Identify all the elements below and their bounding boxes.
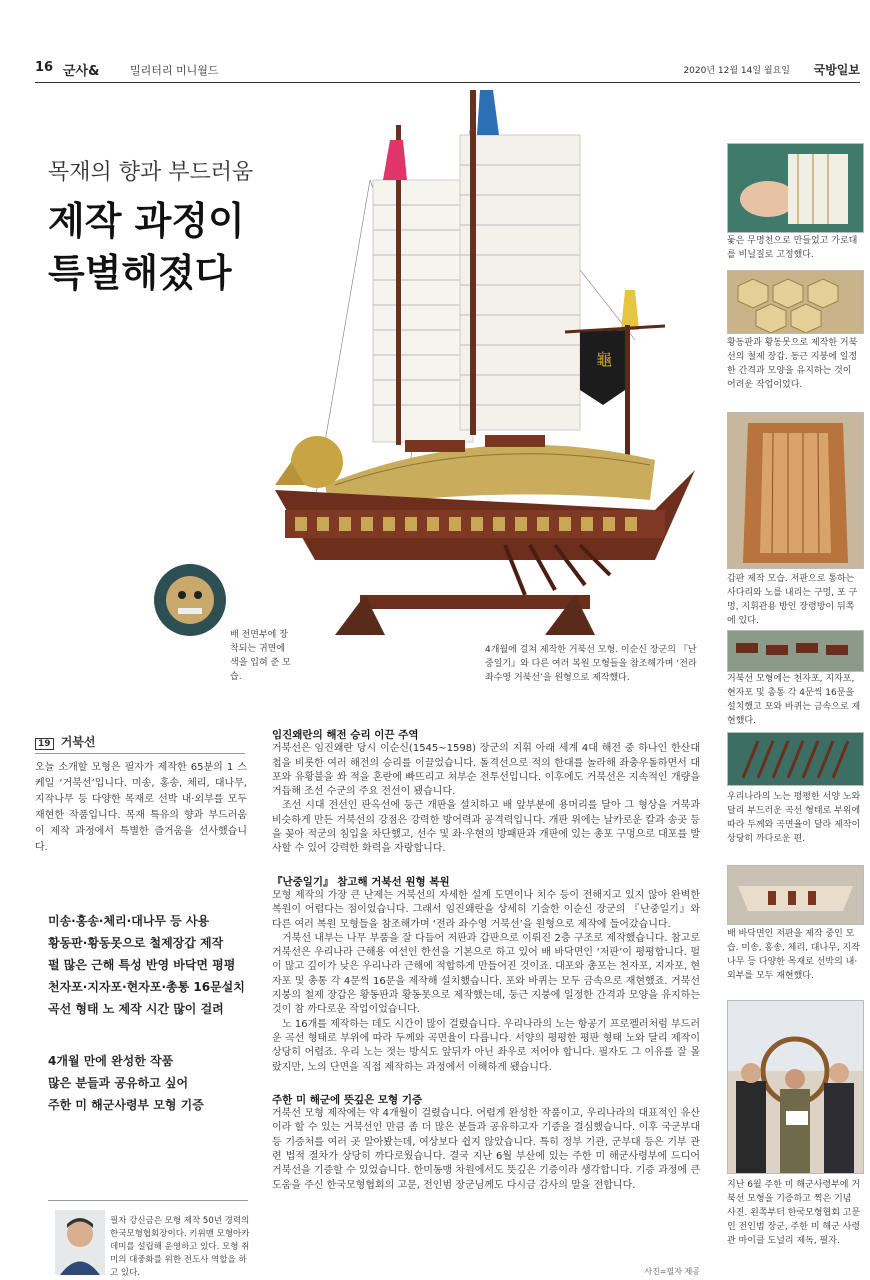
photo-credit: 사진=필자 제공: [644, 1267, 700, 1276]
armor-plates-image: [728, 271, 863, 333]
article-intro: 오늘 소개할 모형은 필자가 제작한 65분의 1 스케일 ‘거북선’입니다. 미송, 홍송, 체리, 대나무, 지작나무 등 다양한 목재로 선박 내·외부를 모두 재현한 작품입니다. 목재 특유의 향과 부드러움이 제작 과정에서 특별한 즐거움을 선사했습니다.: [35, 762, 247, 853]
oars-image: [728, 733, 863, 785]
side-photo-armor: [727, 270, 864, 334]
turtle-ship-photo: [255, 90, 715, 650]
section-heading-3: 주한 미 해군에 뜻깊은 모형 기증: [272, 1093, 423, 1106]
side-photo-sail: [727, 143, 864, 233]
headline-kicker: 목재의 향과 부드러움: [48, 160, 254, 185]
article-body: [272, 728, 700, 1193]
side-caption-5: 우리나라의 노는 평평한 서양 노와 달리 부드러운 곡선 형태로 부위에 따라 두께와 곡면율이 달라 제작이 상당히 까다로운 편.: [727, 792, 861, 844]
headline-line-1: 제작 과정이: [48, 198, 245, 243]
paragraph: 모형 제작의 가장 큰 난제는 거북선의 자세한 설계 도면이나 치수 등이 전해지고 있지 않아 완벽한 복원이 어렵다는 점이었습니다. 그래서 임진왜란을 상세히 기술한 이순신 장군의 『난중일기』와 다른 여러 복원 모형들을 참조해가며 ‘전라 좌수영 거북선’을 원형으로 제작에 들어갔습니다.: [272, 889, 700, 930]
author-portrait: [55, 1210, 105, 1275]
page-number: 16: [35, 60, 54, 75]
side-caption-7: 지난 6월 주한 미 해군사령부에 거북선 모형을 기증하고 찍은 기념 사진. 왼쪽부터 한국모형협회 고문인 전인범 장군, 주한 미 해군 사령관 마이클 도널리 제독, 필자.: [727, 1180, 861, 1246]
paper-logo: 국방일보: [813, 63, 860, 77]
side-photo-hull-bottom: [727, 865, 864, 925]
side-caption-2: 황동판과 황동못으로 제작한 거북선의 철제 장갑. 동근 지붕에 일정한 간격과 모양을 유지하는 것이 어려운 작업이었다.: [727, 338, 858, 390]
page-header: [35, 60, 860, 83]
sail-making-image: [728, 144, 863, 232]
side-caption-1: 돛은 무명천으로 만들었고 가로대를 비닐질로 고정했다.: [727, 236, 858, 260]
series-marker: [35, 733, 245, 754]
summary-line: 천자포·지자포·현자포·총통 16문설치: [48, 980, 245, 994]
cannons-image: [728, 631, 863, 671]
summary-line: 미송·홍송·체리·대나무 등 사용: [48, 914, 210, 928]
hull-bottom-image: [728, 866, 863, 924]
summary-line: 펄 많은 근해 특성 반영 바닥면 평평: [48, 958, 236, 972]
headline-line-2: 특별해졌다: [48, 250, 232, 295]
paragraph: 노 16개를 제작하는 데도 시간이 많이 걸렸습니다. 우리나라의 노는 항공기 프로펠러처럼 부드러운 곡선 형태로 부위에 따라 두께와 곡면율이 다릅니다. 서양의 평평한 평판 형태 노와 달리 제작이 상당히 어렵죠. 우리 노는 젓는 방식도 앞뒤가 아닌 좌우로 저어야 합니다. 필자도 그 이유를 잘 몰랐지만, 노의 단면을 직접 제작하는 과정에서 이해하게 됐습니다.: [272, 1018, 700, 1073]
summary-line: 많은 분들과 공유하고 싶어: [48, 1076, 189, 1090]
section-heading-2: 『난중일기』 참고해 거북선 원형 복원: [272, 875, 450, 888]
author-bio: 필자 강신금은 모형 제작 50년 경력의 한국모형협회장이다. 키위맨 모형아카데미를 설립해 운영하고 있다. 모형 취미의 대중화를 위한 전도사 역할을 하고 있다.: [110, 1216, 250, 1278]
side-caption-4: 거북선 모형에는 천자포, 지자포, 현자포 및 총통 각 4문씩 16문을 설치했고 포와 바퀴는 금속으로 재현했다.: [727, 674, 861, 726]
series-title: 거북선: [60, 735, 96, 749]
side-photo-cannons: [727, 630, 864, 672]
donation-photo-image: [728, 1001, 863, 1173]
subsection-title: 밀리터리 미니월드: [130, 64, 219, 77]
issue-date: 2020년 12월 14일 월요일: [683, 66, 790, 76]
side-photo-donation: [727, 1000, 864, 1174]
ghost-face-caption: 배 전면부에 장착되는 귀면에 색을 입혀 준 모습.: [230, 630, 291, 682]
summary-line: 4개월 만에 완성한 작품: [48, 1054, 174, 1068]
summary-line: 곡선 형태 노 제작 시간 많이 걸려: [48, 1002, 224, 1016]
summary-block-2: [48, 1050, 248, 1116]
section-heading-1: 임진왜란의 해전 승리 이끈 주역: [272, 729, 419, 741]
headline: [48, 195, 245, 299]
paragraph: 거북선 내부는 나무 부품을 잘 다듬어 저판과 갑판으로 이뤄진 2층 구조로 제작했습니다. 참고로 거북선은 우리나라 근해용 여선인 한선을 기본으로 하고 있어 배 바닥면인 ‘저판’이 평평합니다. 펄이 많고 깊이가 낮은 우리나라 근해에 적합하게 만들어진 것이죠. 대포와 총포는 천자포, 지자포, 현자포 및 총통 각 4문씩 16문을 제작해 설치했습니다. 포와 바퀴는 모두 금속으로 재현했죠. 거북선 지붕의 철제 장갑은 황동판과 황동못으로 제작했는데, 둥근 지붕에 일정한 간격과 모양을 유지하는 것이 참 까다로운 작업이었습니다.: [272, 932, 700, 1016]
paragraph: 조선 시대 전선인 판옥선에 둥근 개판을 설치하고 배 앞부분에 용머리를 달아 그 형상을 거북과 비슷하게 만든 거북선의 강점은 강력한 방어력과 공격력입니다. 개판 위에는 날카로운 칼과 송곳 등을 꽂아 적군의 침입을 차단했고, 선수 및 좌·우현의 방패판과 개판에 있는 총포 구멍으로 대포를 발사할 수 있어 강력한 화력을 자랑합니다.: [272, 800, 700, 855]
summary-line: 황동판·황동못으로 철제장갑 제작: [48, 936, 224, 950]
summary-block-1: [48, 910, 248, 1020]
svg-text:龜: 龜: [596, 350, 613, 369]
section-title: 군사&: [63, 64, 100, 79]
deck-build-image: [728, 413, 863, 568]
paragraph: 거북선 모형 제작에는 약 4개월이 걸렸습니다. 어렵게 완성한 작품이고, 우리나라의 대표적인 유산이라 할 수 있는 거북선인 만큼 좀 더 많은 분들과 공유하고자 기증을 결심했습니다. 이후 국군부대 등 기증처를 여러 곳 알아봤는데, 여상보다 쉽지 않았습니다. 특히 정부 기관, 군부대 등은 기부 관련 법적 절차가 상당히 까다로웠습니다. 결국 지난 6월 부산에 있는 주한 미 해군사령부에 드디어 거북선을 기증할 수 있었습니다. 한미동맹 차원에서도 뜻깊은 기증이라 생각합니다. 기증 과정에 큰 도움을 주신 한국모형협회의 고문, 전인범 장군님께도 다시금 감사의 말을 전합니다.: [272, 1108, 700, 1191]
side-caption-6: 배 바닥면인 저판을 제작 중인 모습. 미송, 홍송, 체리, 대나무, 지작나무 등 다양한 목재로 선박의 내·외부를 모두 재현했다.: [727, 929, 860, 981]
series-number: 19: [35, 738, 54, 750]
paragraph: 거북선은 임진왜란 당시 이순신(1545~1598) 장군의 지휘 아래 세계 4대 해전 중 하나인 한산대첩을 비롯한 여러 해전의 승리를 이끌었습니다. 돌격선으로 적의 한대를 놀라해 좌충우돌하면서 대포와 유황불을 쏴 적을 혼란에 빠뜨리고 쳐부순 전투선입니다. 이후에도 거북선은 지속적인 개량을 거듭해 조선 수군의 주요 전선이 됐습니다.: [272, 743, 700, 798]
side-caption-3: 갑판 제작 모습. 저판으로 통하는 사다리와 노를 내리는 구멍, 포 구멍, 지휘관용 방인 장령방이 뒤쪽에 있다.: [727, 574, 858, 626]
ghost-face-detail-photo: [150, 560, 230, 640]
side-photo-oars: [727, 732, 864, 786]
summary-line: 주한 미 해군사령부 모형 기증: [48, 1098, 204, 1112]
main-photo-caption: 4개월에 걸쳐 제작한 거북선 모형. 이순신 장군의 『난중일기』와 다른 여러 복원 모형들을 참조해가며 ‘전라 좌수영 거북선’을 원형으로 제작했다.: [485, 645, 697, 683]
side-photo-deck: [727, 412, 864, 569]
